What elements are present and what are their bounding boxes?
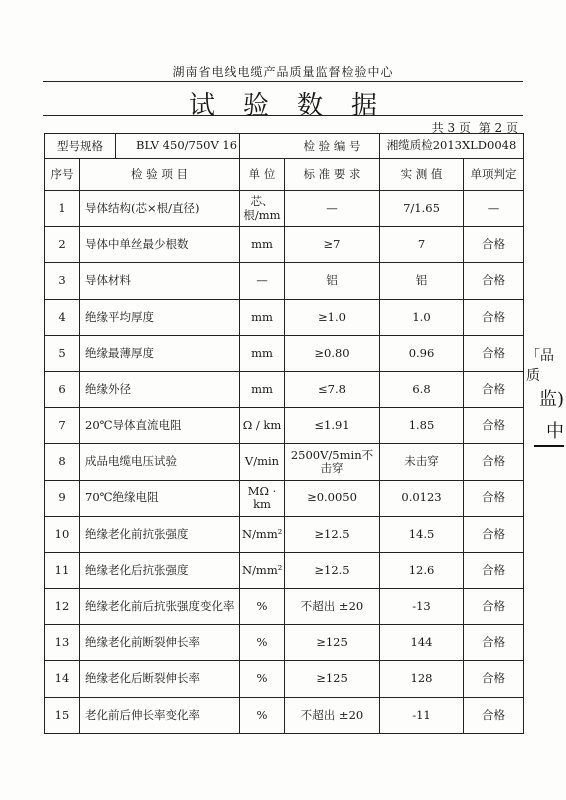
col-header-no: 序号 (45, 159, 80, 191)
cell-judgement: 合格 (464, 697, 524, 733)
cell-judgement: — (464, 191, 524, 227)
cell-standard: 不超出 ±20 (285, 697, 380, 733)
cell-unit: mm (240, 371, 285, 407)
cell-item: 导体结构(芯×根/直径) (80, 191, 240, 227)
cell-item: 绝缘老化前后抗张强度变化率 (80, 589, 240, 625)
info-row (45, 134, 524, 159)
cell-measured: 0.0123 (380, 480, 464, 516)
cell-standard: ≥7 (285, 227, 380, 263)
col-header-judgement: 单项判定 (464, 159, 524, 191)
cell-unit: mm (240, 299, 285, 335)
seal-stamp-fragment: 「品质 监) 中 (526, 345, 566, 465)
cell-unit: N/mm² (240, 552, 285, 588)
cell-unit: mm (240, 227, 285, 263)
cell-standard: ≥125 (285, 661, 380, 697)
cell-judgement: 合格 (464, 227, 524, 263)
cell-item: 20℃导体直流电阻 (80, 408, 240, 444)
cell-no: 12 (45, 589, 80, 625)
page-total: 共 3 页 (431, 121, 471, 135)
cell-measured: 未击穿 (380, 444, 464, 480)
cell-standard: ≥0.80 (285, 335, 380, 371)
cell-measured: 1.85 (380, 408, 464, 444)
cell-unit: MΩ · km (240, 480, 285, 516)
cell-standard: 不超出 ±20 (285, 589, 380, 625)
code-label: 检 验 编 号 (285, 134, 380, 158)
cell-measured: 144 (380, 625, 464, 661)
cell-judgement: 合格 (464, 661, 524, 697)
table-row (45, 661, 524, 697)
table-row (45, 335, 524, 371)
cell-judgement: 合格 (464, 625, 524, 661)
cell-judgement: 合格 (464, 335, 524, 371)
cell-measured: 6.8 (380, 371, 464, 407)
cell-no: 15 (45, 697, 80, 733)
table-row (45, 299, 524, 335)
page-current: 第 2 页 (478, 121, 518, 135)
cell-no: 3 (45, 263, 80, 299)
cell-item: 绝缘老化后断裂伸长率 (80, 661, 240, 697)
code-value: 湘缆质检2013XLD0048 (380, 134, 524, 159)
cell-item: 老化前后伸长率变化率 (80, 697, 240, 733)
cell-judgement: 合格 (464, 552, 524, 588)
cell-item: 绝缘老化后抗张强度 (80, 552, 240, 588)
cell-judgement: 合格 (464, 299, 524, 335)
cell-measured: 7 (380, 227, 464, 263)
col-header-standard: 标 准 要 求 (285, 159, 380, 191)
cell-judgement: 合格 (464, 371, 524, 407)
header-rule-bottom (43, 115, 523, 116)
table-row (45, 625, 524, 661)
cell-measured: 1.0 (380, 299, 464, 335)
cell-standard: ≥12.5 (285, 516, 380, 552)
cell-unit: Ω / km (240, 408, 285, 444)
cell-unit: % (240, 697, 285, 733)
table-row (45, 408, 524, 444)
cell-measured: 12.6 (380, 552, 464, 588)
cell-standard: ≥125 (285, 625, 380, 661)
cell-item: 导体材料 (80, 263, 240, 299)
table-row (45, 589, 524, 625)
model-label: 型号规格 (45, 134, 116, 158)
cell-standard: ≥0.0050 (285, 480, 380, 516)
cell-standard: — (285, 191, 380, 227)
cell-no: 1 (45, 191, 80, 227)
cell-measured: 128 (380, 661, 464, 697)
cell-item: 绝缘老化前断裂伸长率 (80, 625, 240, 661)
table-row (45, 516, 524, 552)
cell-item: 70℃绝缘电阻 (80, 480, 240, 516)
cell-standard: ≤7.8 (285, 371, 380, 407)
col-header-unit: 单 位 (240, 159, 285, 191)
cell-no: 5 (45, 335, 80, 371)
col-header-item: 检 验 项 目 (80, 159, 240, 191)
table-row (45, 371, 524, 407)
cell-standard: ≥1.0 (285, 299, 380, 335)
cell-unit: mm (240, 335, 285, 371)
cell-measured: 14.5 (380, 516, 464, 552)
cell-item: 绝缘平均厚度 (80, 299, 240, 335)
cell-measured: 7/1.65 (380, 191, 464, 227)
cell-judgement: 合格 (464, 444, 524, 480)
cell-item: 成品电缆电压试验 (80, 444, 240, 480)
cell-unit: % (240, 661, 285, 697)
cell-judgement: 合格 (464, 589, 524, 625)
cell-no: 4 (45, 299, 80, 335)
cell-no: 9 (45, 480, 80, 516)
table-row (45, 191, 524, 227)
col-header-measured: 实 测 值 (380, 159, 464, 191)
table-row (45, 697, 524, 733)
cell-no: 8 (45, 444, 80, 480)
cell-no: 6 (45, 371, 80, 407)
cell-judgement: 合格 (464, 263, 524, 299)
cell-no: 2 (45, 227, 80, 263)
cell-no: 10 (45, 516, 80, 552)
table-row (45, 480, 524, 516)
organization-name: 湖南省电线电缆产品质量监督检验中心 (172, 65, 394, 79)
cell-unit: N/mm² (240, 516, 285, 552)
cell-item: 绝缘老化前抗张强度 (80, 516, 240, 552)
test-data-table (44, 133, 524, 734)
cell-standard: ≥12.5 (285, 552, 380, 588)
cell-measured: -13 (380, 589, 464, 625)
cell-standard: ≤1.91 (285, 408, 380, 444)
table-row (45, 552, 524, 588)
table-row (45, 263, 524, 299)
cell-standard: 2500V/5min不击穿 (285, 444, 380, 480)
cell-no: 7 (45, 408, 80, 444)
table-row (45, 227, 524, 263)
cell-judgement: 合格 (464, 408, 524, 444)
cell-unit: % (240, 625, 285, 661)
header-rule-top (43, 81, 523, 82)
cell-measured: -11 (380, 697, 464, 733)
table-row (45, 444, 524, 480)
cell-item: 绝缘最薄厚度 (80, 335, 240, 371)
model-value: BLV 450/750V 16 (136, 138, 238, 153)
cell-no: 13 (45, 625, 80, 661)
cell-unit: % (240, 589, 285, 625)
cell-unit: V/min (240, 444, 285, 480)
document-title: 试验数据 (188, 91, 405, 121)
cell-unit: 芯、根/mm (240, 191, 285, 227)
cell-item: 绝缘外径 (80, 371, 240, 407)
cell-measured: 0.96 (380, 335, 464, 371)
column-header-row (45, 159, 524, 191)
cell-unit: — (240, 263, 285, 299)
cell-item: 导体中单丝最少根数 (80, 227, 240, 263)
cell-measured: 铝 (380, 263, 464, 299)
cell-standard: 铝 (285, 263, 380, 299)
cell-judgement: 合格 (464, 516, 524, 552)
cell-no: 11 (45, 552, 80, 588)
cell-judgement: 合格 (464, 480, 524, 516)
cell-no: 14 (45, 661, 80, 697)
